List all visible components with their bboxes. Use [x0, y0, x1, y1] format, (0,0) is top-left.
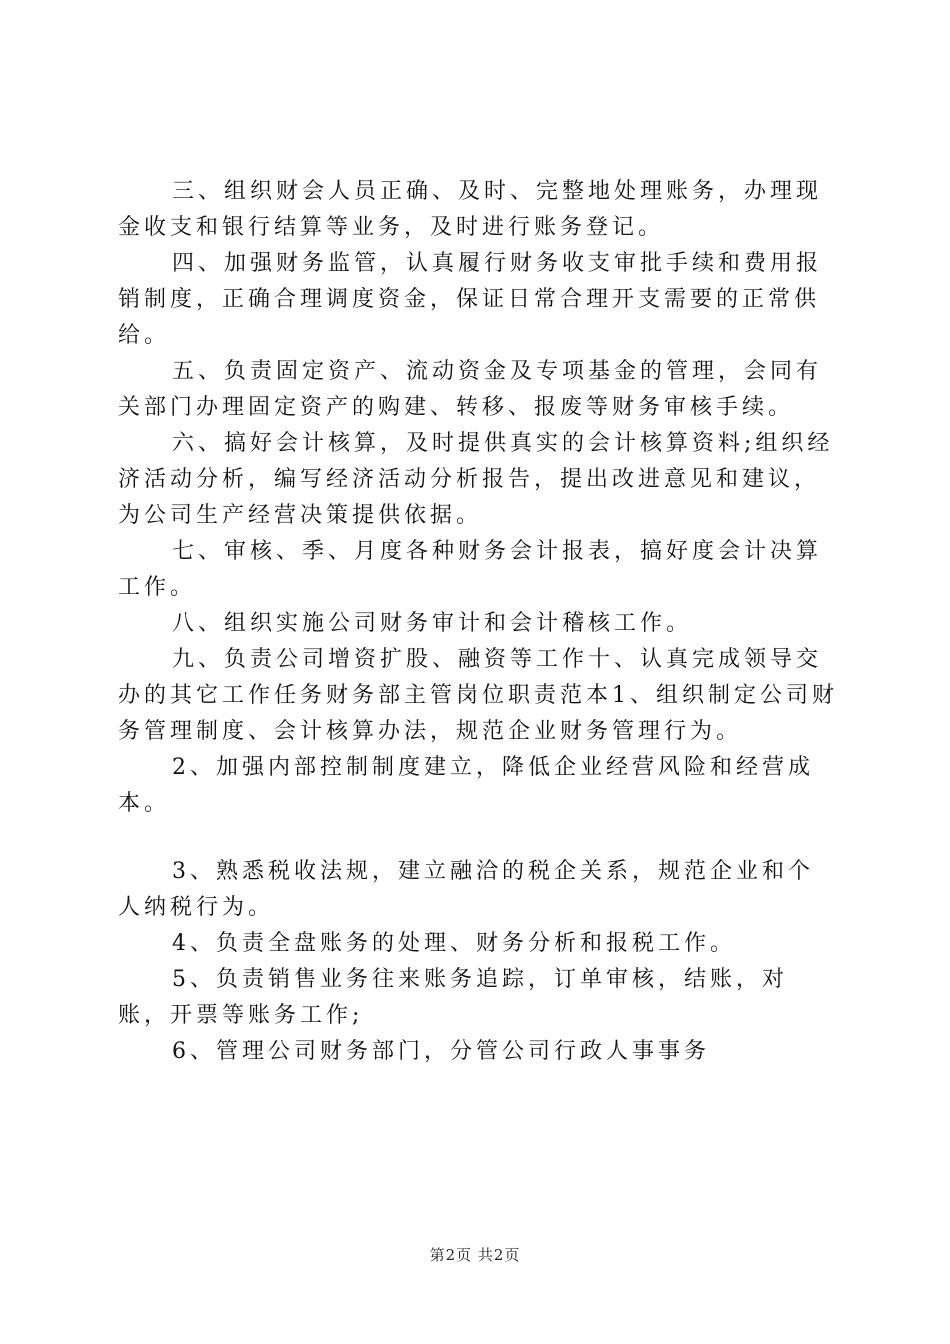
list-item-6: 6、管理公司财务部门，分管公司行政人事事务: [172, 1039, 710, 1064]
paragraph-7: 七、审核、季、月度各种财务会计报表，搞好度会计决算工作。: [118, 539, 823, 600]
paragraph-4: 四、加强财务监管，认真履行财务收支审批手续和费用报销制度，正确合理调度资金，保证日常合理开支需要的正常供给。: [118, 251, 823, 348]
paragraph-9: 九、负责公司增资扩股、融资等工作十、认真完成领导交办的其它工作任务财务部主管岗位职责范本1、组织制定公司财务管理制度、会计核算办法，规范企业财务管理行为。: [118, 647, 838, 744]
paragraph-5: 五、负责固定资产、流动资金及专项基金的管理，会同有关部门办理固定资产的购建、转移、报废等财务审核手续。: [118, 359, 823, 420]
list-item-2: 2、加强内部控制制度建立，降低企业经营风险和经营成本。: [118, 755, 814, 816]
document-body: [118, 174, 838, 1070]
paragraph-6: 六、搞好会计核算，及时提供真实的会计核算资料;组织经济活动分析，编写经济活动分析报告，提出改进意见和建议，为公司生产经营决策提供依据。: [118, 431, 834, 528]
list-item-3: 3、熟悉税收法规，建立融洽的税企关系，规范企业和个人纳税行为。: [118, 859, 814, 920]
page-number-footer: 第2页 共2页: [429, 1246, 521, 1264]
paragraph-8: 八、组织实施公司财务审计和会计稽核工作。: [172, 611, 693, 636]
list-item-5: 5、负责销售业务往来账务追踪，订单审核，结账，对账，开票等账务工作;: [118, 967, 788, 1028]
paragraph-3: 三、组织财会人员正确、及时、完整地处理账务，办理现金收支和银行结算等业务，及时进行账务登记。: [118, 179, 823, 240]
list-item-4: 4、负责全盘账务的处理、财务分析和报税工作。: [172, 931, 736, 956]
